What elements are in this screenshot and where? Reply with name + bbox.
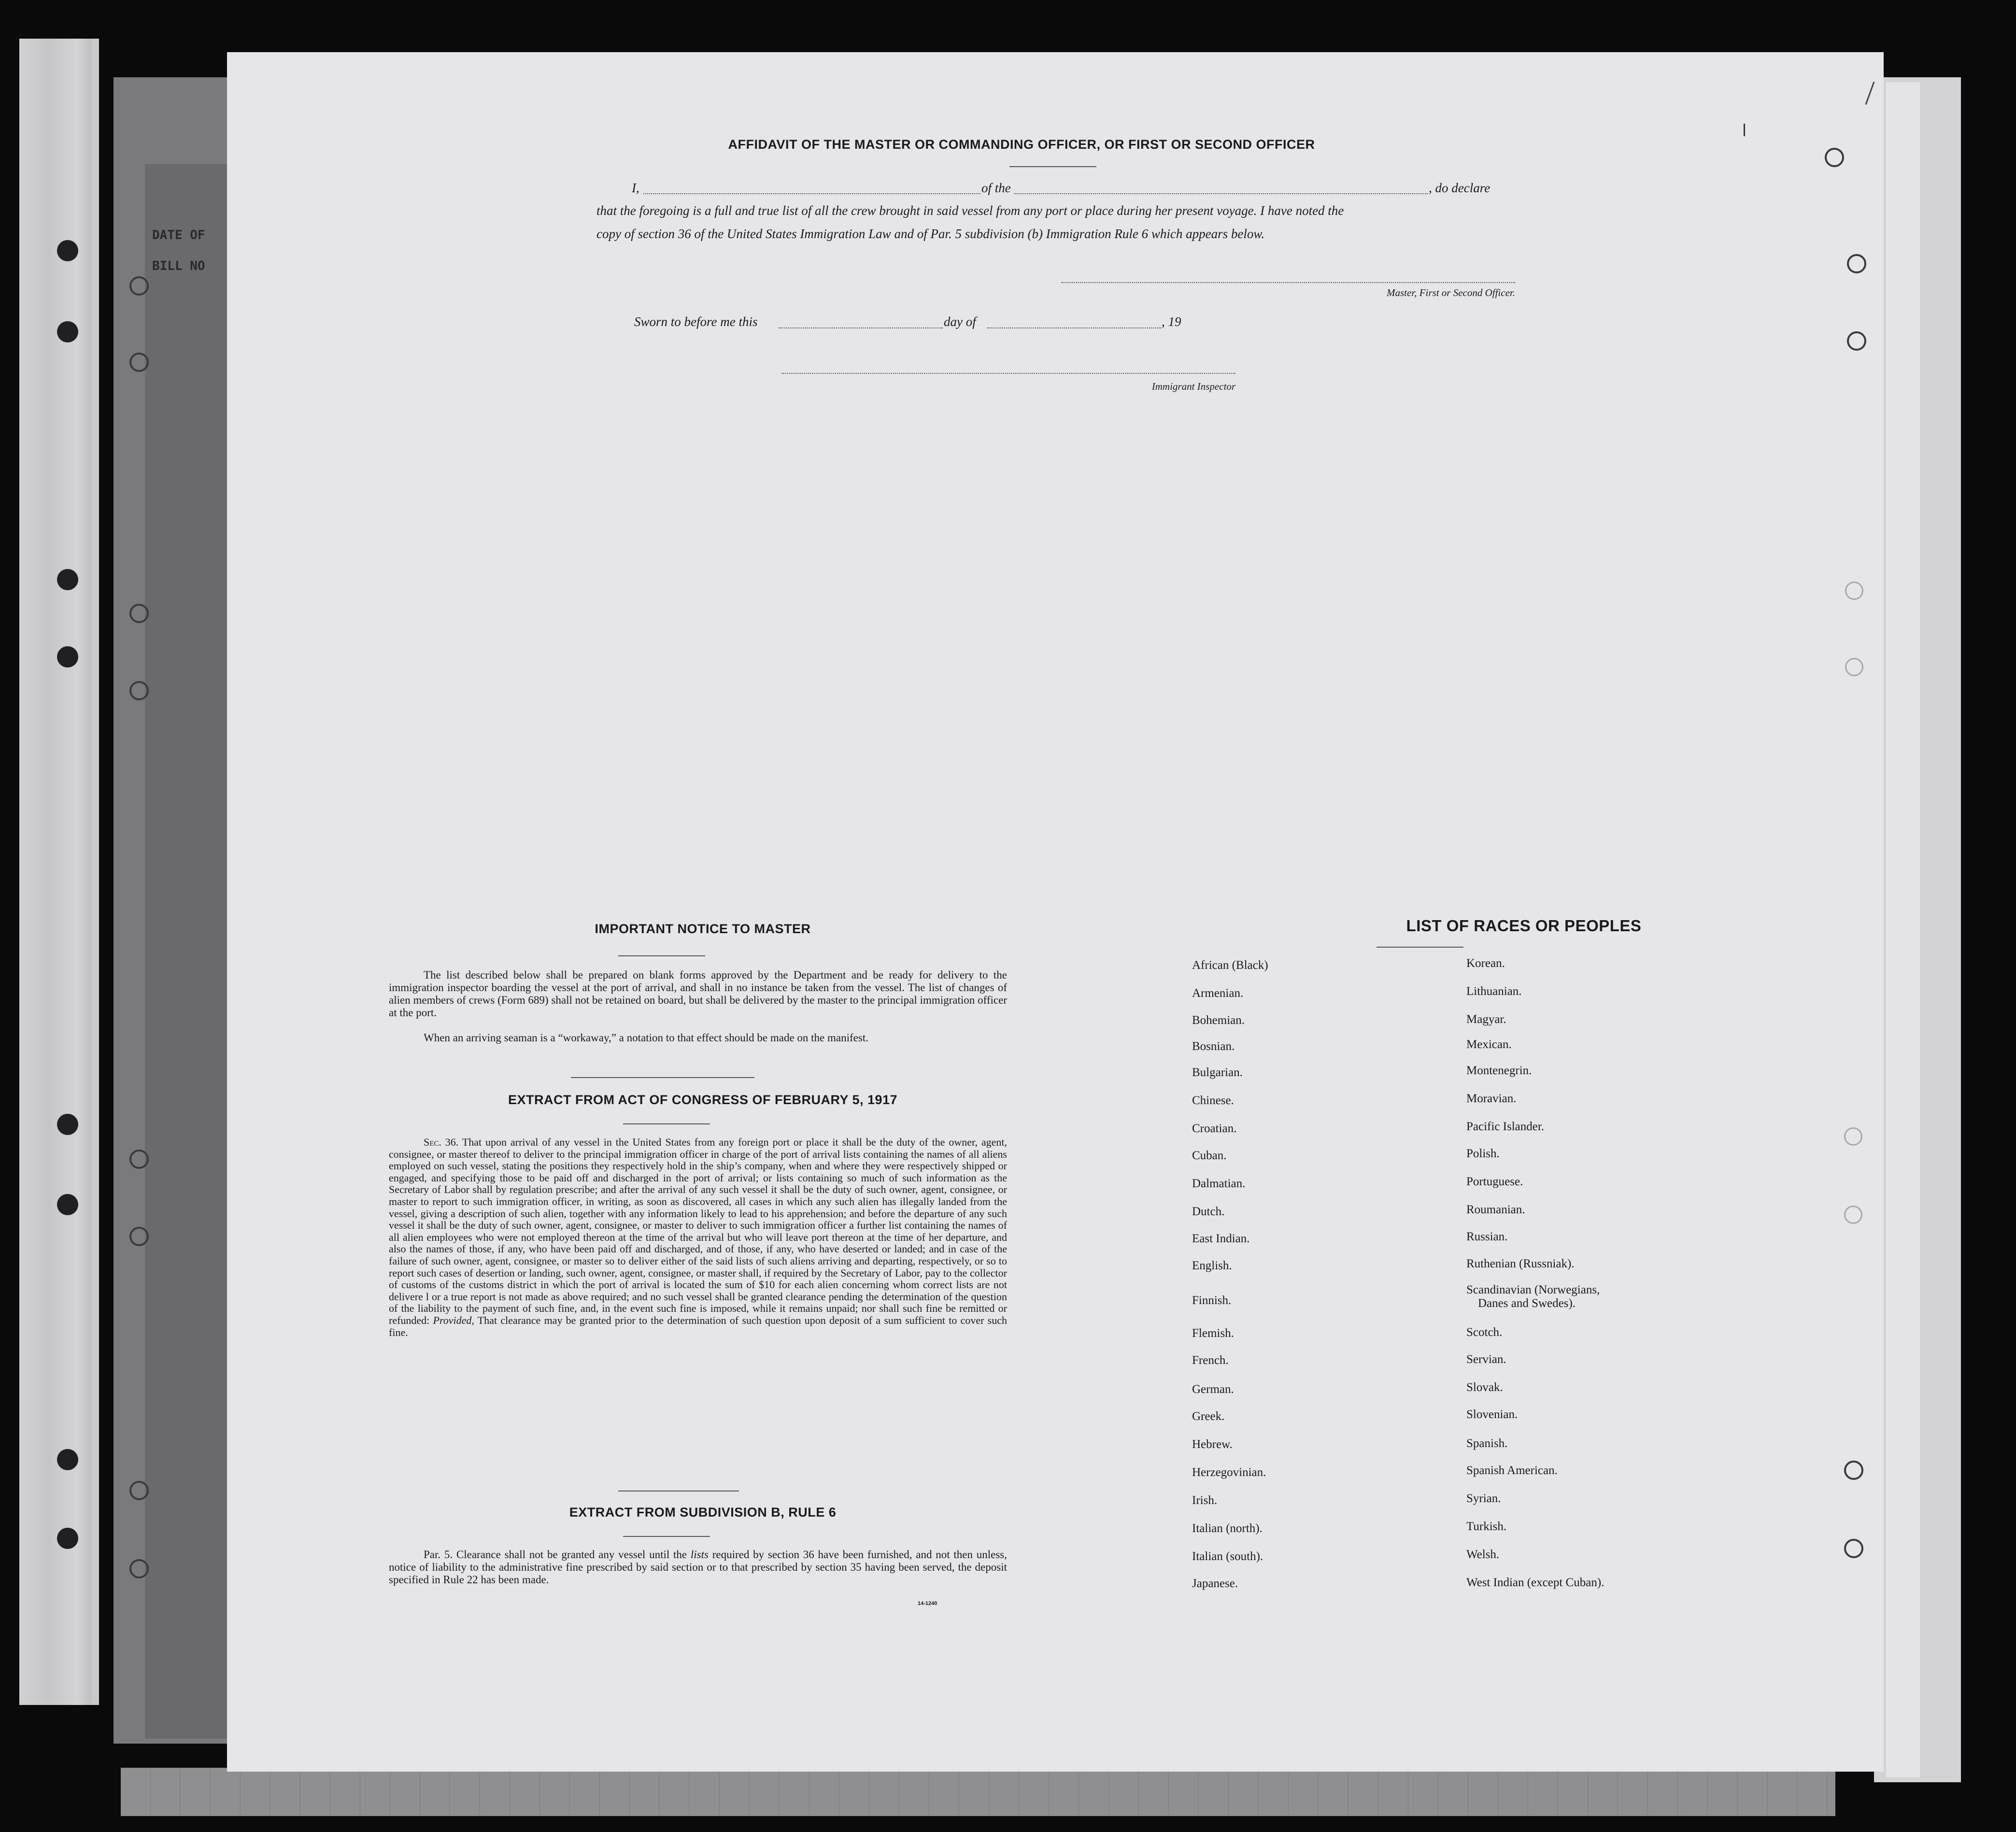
race-item-left: Bosnian. <box>1192 1040 1235 1053</box>
rule-text-2: required by section 36 have been furnished, and not then unless, notice of liability to the administrative fine prescribed by said section or to that prescribed by section 35 having been served, the deposit specified in Rule 22 has been made. <box>389 1548 1008 1586</box>
affidavit-i: I, <box>632 181 639 195</box>
race-item-right: Syrian. <box>1466 1492 1501 1505</box>
form-sheet <box>227 52 1884 1772</box>
race-item-right: Danes and Swedes). <box>1478 1297 1576 1310</box>
binder-hole <box>129 604 149 623</box>
race-item-left: Armenian. <box>1192 987 1244 1000</box>
notice-paragraph-1: The list described below shall be prepared on blank forms approved by the Department and be ready for delivery to the immigration inspector boarding the vessel at the port of arrival, and shall in no instance be taken from the vessel. The list of changes of alien members of crews (Form 689) shall not be retained on board, but shall be delivered by the master to the principal immigration officer at the port. <box>389 969 1007 1019</box>
stamp-line-bill: BILL NO <box>152 259 205 273</box>
stamp-line-date: DATE OF <box>152 228 205 242</box>
inspector-caption: Immigrant Inspector <box>1151 381 1235 392</box>
act-extract-rule <box>623 1123 710 1124</box>
notice-paragraph-2: When an arriving seaman is a “workaway,” a notation to that effect should be made on the manifest. <box>424 1032 868 1044</box>
notice-rule <box>618 955 705 956</box>
section-36-text: That upon arrival of any vessel in the United States from any foreign port or place it shall be the duty of the owner, agent, consignee, or master thereof to deliver to the principal immigration officer in charge of the port of arrival lists containing the names of all aliens employed on such vessel, stating the positions they respectively hold in the ship’s company, when and where they were respectively shipped or engaged, and specifying those to be paid off and discharged in the port of arrival; or lists containing so much of such information as the Secretary of Labor shall by regulation prescribe; and after the arrival of any such vessel it shall be the duty of such owner, agent, consignee, or master to report to such immigration officer, in writing, as soon as discovered, all cases in which any such alien has illegally landed from the vessel, giving a description of such alien, together with any information likely to lead to his apprehension; and before the departure of any such vessel it shall be the duty of such owner, agent, consignee, or master to deliver to such immigration officer a further list containing the names of all alien employees who were not employed thereon at the time of the arrival but who will leave port thereon at the time of her departure, and also the names of those, if any, who have been paid off and discharged, and of those, if any, who have deserted or landed; and in case of the failure of such owner, agent, consignee, or master so to deliver either of the said lists of such aliens arriving and departing, respectively, or so to report such cases of desertion or landing, such owner, agent, consignee, or master shall, if required by the Secretary of Labor, pay to the collector of customs of the customs district in which the port of arrival is located the sum of $10 for each alien concerning whom correct lists are not delivere l or a true report is not made as above required; and no such vessel shall be granted clearance pending the determination of the question of the liability to the payment of such fine, and, in the event such fine is imposed, while it remains unpaid; nor shall such fine be remitted or refunded: <box>389 1136 1007 1326</box>
binder-hole <box>129 1481 149 1500</box>
inspector-signature-line <box>781 373 1235 374</box>
affidavit-sentence-2: copy of section 36 of the United States Immigration Law and of Par. 5 subdivision (b) Immigration Rule 6 which appears below. <box>596 227 1265 241</box>
binder-hole <box>1845 582 1863 600</box>
binder-hole <box>1847 331 1866 351</box>
race-item-right: Mexican. <box>1466 1038 1512 1051</box>
race-item-right: Korean. <box>1466 957 1505 970</box>
race-item-left: Italian (south). <box>1192 1550 1264 1563</box>
sworn-label: Sworn to before me this <box>634 314 758 329</box>
binder-hole <box>57 1528 78 1549</box>
race-item-right: Montenegrin. <box>1466 1064 1532 1077</box>
race-item-right: Lithuanian. <box>1466 985 1522 998</box>
race-item-left: English. <box>1192 1259 1232 1272</box>
race-item-left: Bohemian. <box>1192 1014 1245 1027</box>
provided-word: Provided, <box>433 1314 474 1326</box>
affidavit-of-the: of the <box>981 181 1011 195</box>
binder-hole <box>129 1559 149 1578</box>
race-item-left: Greek. <box>1192 1410 1225 1423</box>
sworn-month-blank <box>987 327 1161 328</box>
race-item-right: Slovak. <box>1466 1381 1503 1394</box>
race-item-left: Flemish. <box>1192 1327 1234 1340</box>
binder-hole <box>57 1194 78 1215</box>
races-rule <box>1377 947 1463 948</box>
race-item-right: Turkish. <box>1466 1520 1507 1533</box>
race-item-left: Bulgarian. <box>1192 1066 1243 1079</box>
race-item-left: Dalmatian. <box>1192 1177 1246 1190</box>
race-item-left: French. <box>1192 1354 1229 1367</box>
form-number: 14-1240 <box>918 1601 937 1606</box>
scan-left-grey-backing-inner <box>145 164 227 1739</box>
race-item-left: Cuban. <box>1192 1149 1227 1162</box>
race-item-left: German. <box>1192 1383 1234 1396</box>
lists-word: lists <box>690 1548 709 1561</box>
master-signature-caption: Master, First or Second Officer. <box>1387 287 1515 298</box>
page-tick-mark <box>1744 124 1745 136</box>
binder-hole <box>129 276 149 296</box>
race-item-right: Ruthenian (Russniak). <box>1466 1257 1575 1270</box>
binder-hole <box>1844 1127 1862 1146</box>
day-of-label: day of <box>944 314 976 329</box>
binder-hole <box>129 353 149 372</box>
section-label: Sec. 36. <box>424 1136 459 1148</box>
race-item-left: East Indian. <box>1192 1232 1250 1245</box>
race-item-left: Irish. <box>1192 1494 1218 1507</box>
affidavit-title: AFFIDAVIT OF THE MASTER OR COMMANDING OFFICER, OR FIRST OR SECOND OFFICER <box>728 137 1315 152</box>
binder-hole <box>1847 254 1866 273</box>
races-title: LIST OF RACES OR PEOPLES <box>1406 917 1642 935</box>
binder-hole <box>1844 1206 1862 1224</box>
race-item-right: Portuguese. <box>1466 1175 1523 1188</box>
rule-extract-rule <box>623 1536 710 1537</box>
race-item-left: Hebrew. <box>1192 1438 1233 1451</box>
name-blank-line <box>643 193 980 194</box>
binder-hole <box>57 1114 78 1135</box>
race-item-right: Scandinavian (Norwegians, <box>1466 1283 1600 1296</box>
binder-hole <box>129 1150 149 1169</box>
race-item-left: African (Black) <box>1192 959 1268 972</box>
binder-hole <box>57 240 78 261</box>
race-item-right: Scotch. <box>1466 1326 1503 1339</box>
year-prefix: , 19 <box>1162 314 1181 329</box>
binder-hole <box>57 569 78 590</box>
race-item-left: Croatian. <box>1192 1122 1237 1135</box>
binder-hole <box>129 681 149 700</box>
master-signature-line <box>1061 282 1515 283</box>
binder-hole <box>1844 1539 1863 1558</box>
race-item-right: Servian. <box>1466 1353 1506 1366</box>
affidavit-do-declare: , do declare <box>1429 181 1491 195</box>
race-item-left: Japanese. <box>1192 1577 1238 1590</box>
notice-bottom-rule <box>571 1077 754 1078</box>
race-item-left: Finnish. <box>1192 1294 1232 1307</box>
scan-right-paper-stack-inner <box>1886 82 1920 1777</box>
binder-hole <box>57 1449 78 1470</box>
race-item-left: Italian (north). <box>1192 1522 1263 1535</box>
race-item-right: Spanish American. <box>1466 1464 1558 1477</box>
race-item-right: Moravian. <box>1466 1092 1517 1105</box>
binder-hole <box>1844 1461 1863 1480</box>
race-item-right: Spanish. <box>1466 1437 1508 1450</box>
rule-text-1: Par. 5. Clearance shall not be granted any vessel until the <box>424 1548 687 1561</box>
binder-hole <box>1825 148 1844 167</box>
scan-bottom-edge <box>121 1768 1835 1816</box>
rule-extract-text <box>389 1548 1007 1586</box>
affidavit-sentence-1: that the foregoing is a full and true list of all the crew brought in said vessel from any port or place during her present voyage. I have noted the <box>596 203 1344 218</box>
scan-margin-stamp <box>152 220 220 278</box>
race-item-right: Polish. <box>1466 1147 1500 1160</box>
vessel-blank-line <box>1014 193 1428 194</box>
race-item-left: Herzegovinian. <box>1192 1466 1266 1479</box>
title-rule <box>1009 166 1096 167</box>
binder-hole <box>57 321 78 342</box>
race-item-left: Chinese. <box>1192 1094 1234 1107</box>
race-item-right: Welsh. <box>1466 1548 1500 1561</box>
binder-hole <box>1845 658 1863 676</box>
race-item-right: West Indian (except Cuban). <box>1466 1576 1604 1589</box>
sworn-day-blank <box>779 327 943 328</box>
corner-pen-mark <box>1865 82 1875 105</box>
binder-hole <box>57 646 78 667</box>
act-extract-text <box>389 1136 1007 1338</box>
binder-hole <box>129 1227 149 1246</box>
notice-title: IMPORTANT NOTICE TO MASTER <box>595 922 811 936</box>
race-item-right: Roumanian. <box>1466 1203 1525 1216</box>
race-item-right: Russian. <box>1466 1230 1508 1243</box>
race-item-right: Pacific Islander. <box>1466 1120 1545 1133</box>
race-item-left: Dutch. <box>1192 1205 1225 1218</box>
rule-extract-title: EXTRACT FROM SUBDIVISION B, RULE 6 <box>569 1505 837 1520</box>
race-item-right: Magyar. <box>1466 1013 1506 1026</box>
act-extract-title: EXTRACT FROM ACT OF CONGRESS OF FEBRUARY 5, 1917 <box>508 1093 898 1107</box>
section-36-text-end: That clearance may be granted prior to the determination of such question upon deposit of a sum sufficient to cover such fine. <box>389 1314 1008 1338</box>
race-item-right: Slovenian. <box>1466 1408 1518 1421</box>
